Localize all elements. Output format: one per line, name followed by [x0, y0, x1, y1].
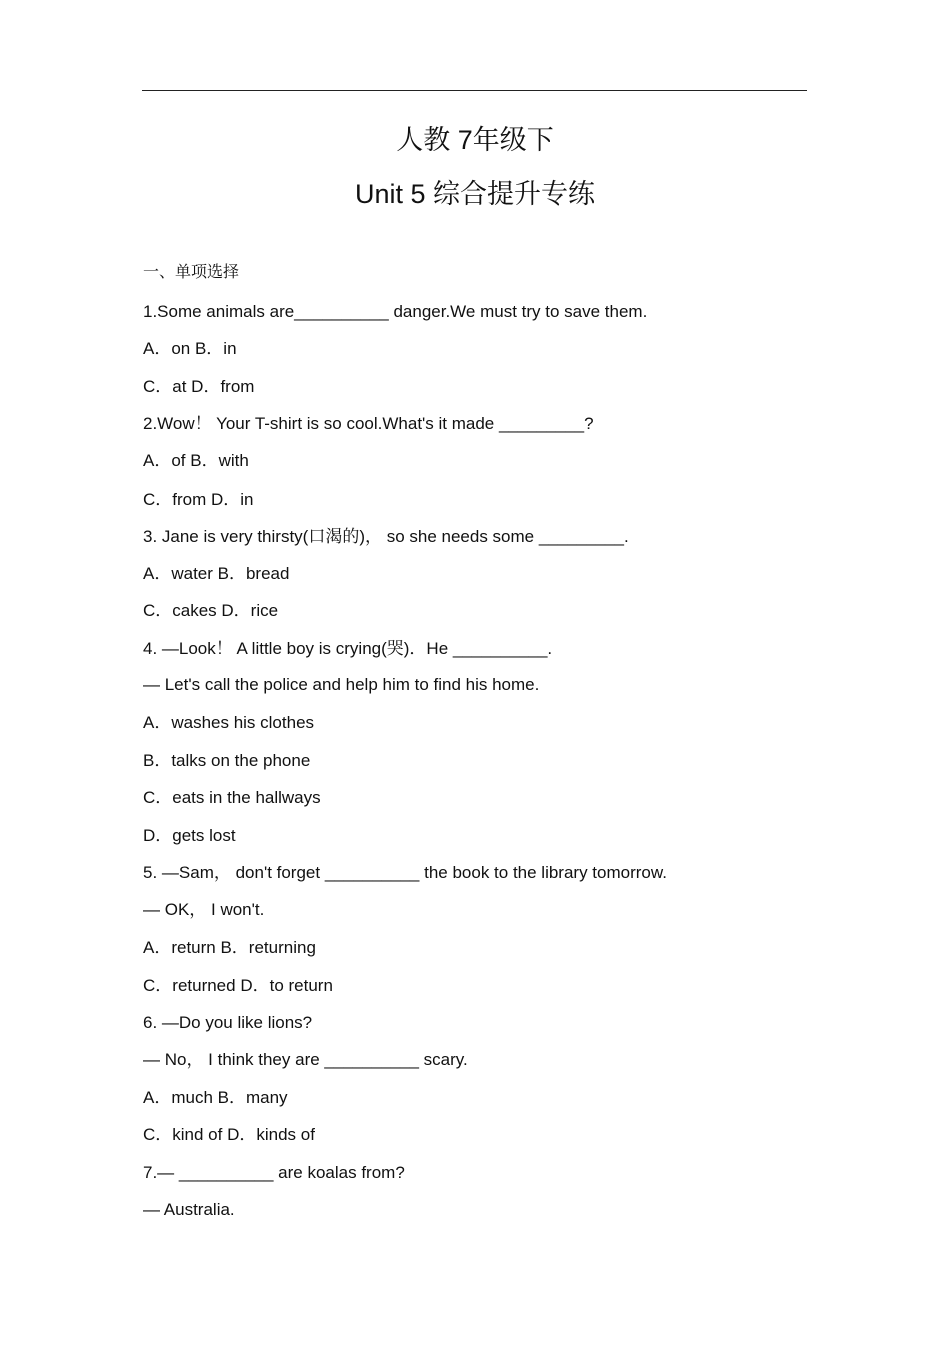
question-6: 6. —Do you like lions? — [143, 1013, 313, 1032]
question-1: 1.Some animals are__________ danger.We must try to save them. — [143, 302, 648, 321]
question-4-option-b: B．talks on the phone — [143, 751, 311, 770]
page-subtitle: Unit 5 综合提升专练 — [354, 179, 596, 209]
question-3: 3. Jane is very thirsty(口渴的)， so she needs some _________. — [143, 527, 629, 546]
question-3-options-cd: C．cakes D．rice — [143, 601, 279, 620]
question-3-options-ab: A．water B．bread — [143, 564, 290, 583]
question-4-option-d: D．gets lost — [143, 826, 236, 845]
question-7: 7.— __________ are koalas from? — [143, 1163, 405, 1182]
question-2-options-ab: A．of B．with — [143, 451, 249, 470]
question-4-option-a: A．washes his clothes — [143, 713, 315, 732]
question-7-reply: — Australia. — [143, 1200, 235, 1219]
question-4-option-c: C．eats in the hallways — [143, 788, 321, 807]
question-6-options-ab: A．much B．many — [143, 1088, 288, 1107]
question-1-options-cd: C．at D．from — [143, 377, 255, 396]
question-6-reply: — No， I think they are __________ scary. — [143, 1050, 468, 1069]
question-5-options-cd: C．returned D．to return — [143, 976, 333, 995]
question-2-options-cd: C．from D．in — [143, 490, 254, 509]
question-6-options-cd: C．kind of D．kinds of — [143, 1125, 315, 1144]
question-5-reply: — OK， I won't. — [143, 900, 265, 919]
question-4: 4. —Look！ A little boy is crying(哭)．He __________. — [143, 639, 553, 658]
question-4-reply: — Let's call the police and help him to find his home. — [143, 675, 540, 694]
section-heading: 一、单项选择 — [143, 262, 240, 281]
question-2: 2.Wow！ Your T-shirt is so cool.What's it made _________? — [143, 414, 594, 433]
page-title: 人教 7年级下 — [396, 125, 554, 155]
question-5-options-ab: A．return B．returning — [143, 938, 316, 957]
header-rule — [142, 90, 807, 91]
question-1-options-ab: A．on B．in — [143, 339, 237, 358]
question-5: 5. —Sam， don't forget __________ the book to the library tomorrow. — [143, 863, 667, 882]
